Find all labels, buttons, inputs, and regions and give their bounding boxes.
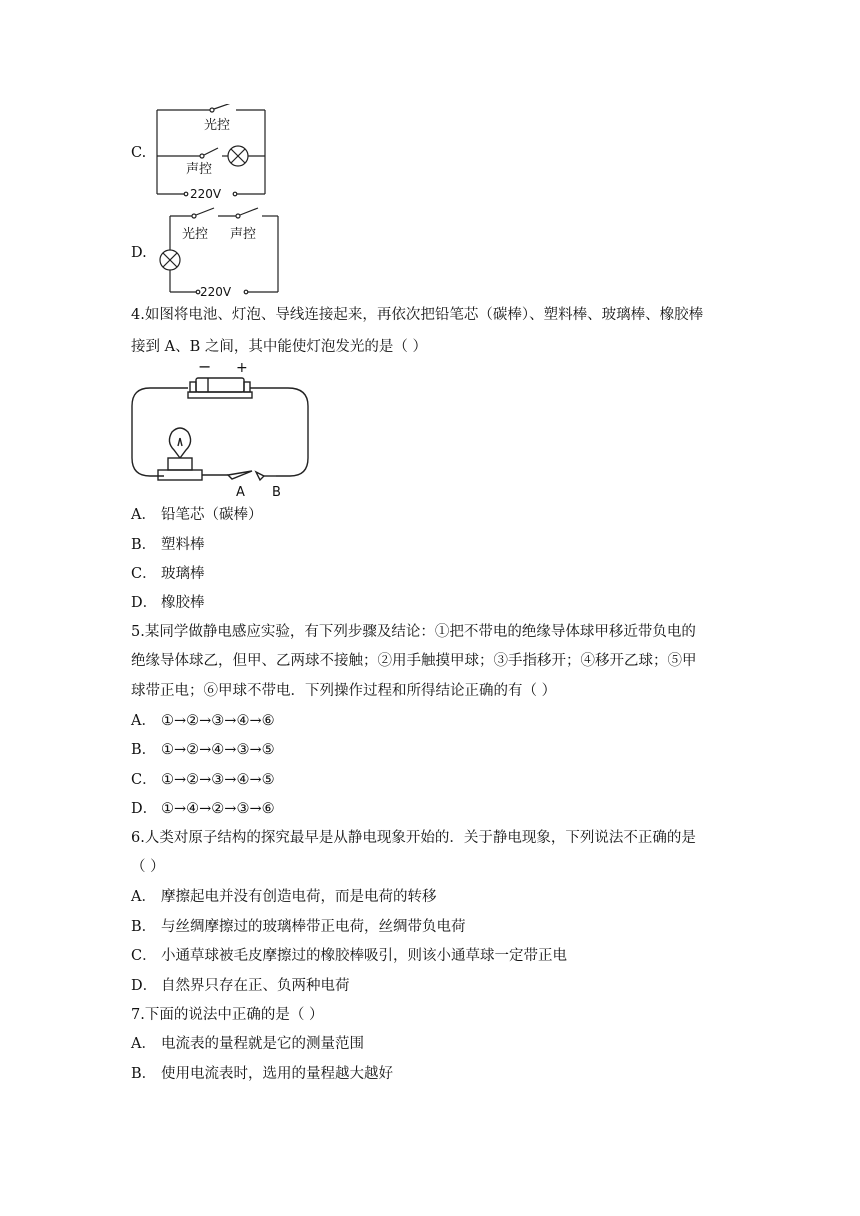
q4-option-c-label: C． [131,566,157,582]
q3-option-c-label: C. [131,145,147,161]
q4-stem-line2: 接到 A、B 之间，其中能使灯泡发光的是（ ） [131,339,427,355]
q4-option-d-label: D． [131,595,158,611]
q6-option-b-text: 与丝绸摩擦过的玻璃棒带正电荷，丝绸带负电荷 [161,919,466,935]
q6-option-c-text: 小通草球被毛皮摩擦过的橡胶棒吸引，则该小通草球一定带正电 [161,948,567,964]
q6-option-a-text: 摩擦起电并没有创造电荷，而是电荷的转移 [161,889,437,905]
circuit-diagram-d [156,206,286,302]
sound-control-label: 声控 [186,162,213,177]
voltage-label: 220V [200,285,232,299]
battery-bulb-circuit [128,358,313,500]
q6-option-a-label: A． [131,889,156,905]
q4-option-d-text: 橡胶棒 [161,595,205,611]
light-control-label: 光控 [204,118,231,133]
q6-option-d-label: D． [131,978,158,994]
q4-stem-line1: 4.如图将电池、灯泡、导线连接起来，再依次把铅笔芯（碳棒）、塑料棒、玻璃棒、橡胶棒 [131,307,704,323]
q6-option-b-label: B． [131,919,157,935]
circuit-diagram-c [152,104,272,200]
q5-option-b-text: ①→②→④→③→⑤ [161,742,275,758]
q6-stem-line2: （ ） [131,859,165,875]
clip-b-label: B [272,485,281,500]
voltage-label: 220V [190,187,222,200]
q5-option-c-label: C． [131,772,157,788]
q5-option-d-label: D． [131,801,158,817]
q4-option-a-label: A． [131,507,156,523]
q4-option-b-text: 塑料棒 [161,537,205,553]
q5-option-d-text: ①→④→②→③→⑥ [161,801,275,817]
q7-option-b-text: 使用电流表时，选用的量程越大越好 [161,1066,393,1082]
q7-option-a-label: A． [131,1036,156,1052]
q5-option-b-label: B． [131,742,157,758]
q6-stem-line1: 6.人类对原子结构的探究最早是从静电现象开始的．关于静电现象，下列说法不正确的是 [131,830,696,846]
q7-stem-line1: 7.下面的说法中正确的是（ ） [131,1007,324,1023]
battery-minus-sign: − [198,358,212,376]
q5-option-a-label: A． [131,713,156,729]
q4-option-a-text: 铅笔芯（碳棒） [161,507,263,523]
q5-stem-line1: 5.某同学做静电感应实验，有下列步骤及结论：①把不带电的绝缘导体球甲移近带负电的 [131,624,696,640]
q5-stem-line2: 绝缘导体球乙，但甲、乙两球不接触；②用手触摸甲球；③手指移开；④移开乙球；⑤甲 [131,653,697,669]
q6-option-c-label: C． [131,948,157,964]
q4-option-b-label: B． [131,537,157,553]
q5-option-c-text: ①→②→③→④→⑤ [161,772,275,788]
battery-plus-sign: + [236,360,248,376]
q6-option-d-text: 自然界只存在正、负两种电荷 [161,978,350,994]
q7-option-b-label: B． [131,1066,157,1082]
light-control-label: 光控 [182,227,209,242]
clip-a-label: A [236,485,245,500]
q7-option-a-text: 电流表的量程就是它的测量范围 [161,1036,364,1052]
sound-control-label: 声控 [230,227,257,242]
q5-option-a-text: ①→②→③→④→⑥ [161,713,275,729]
q5-stem-line3: 球带正电；⑥甲球不带电．下列操作过程和所得结论正确的有（ ） [131,683,557,699]
q3-option-d-label: D. [131,245,147,261]
q4-option-c-text: 玻璃棒 [161,566,205,582]
